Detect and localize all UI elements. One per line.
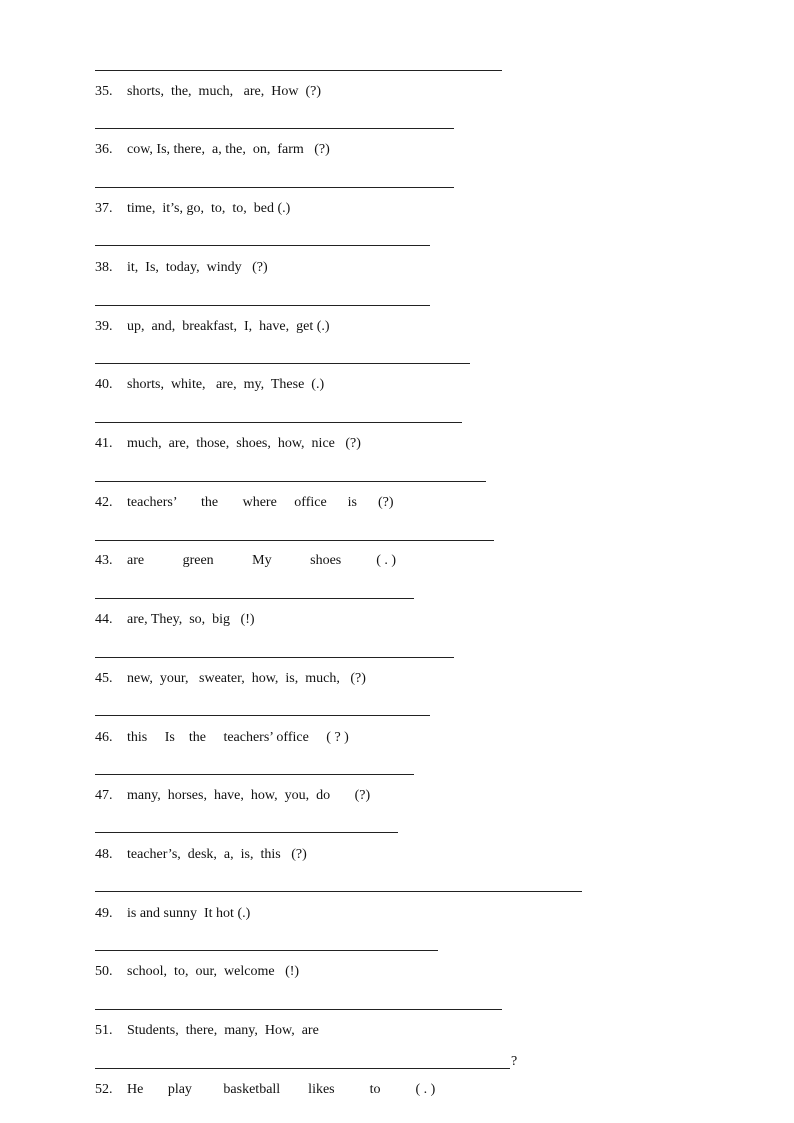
question-words: are, They, so, big (!) — [127, 612, 255, 627]
answer-line-51-question-mark: ? — [511, 1054, 518, 1069]
question-number: 38. — [95, 260, 113, 275]
question-words: is and sunny It hot (.) — [127, 906, 251, 921]
question-words: He play basketball likes to ( . ) — [127, 1082, 436, 1097]
answer-line-37[interactable] — [95, 245, 430, 246]
question-41 — [95, 435, 361, 453]
answer-line-38[interactable] — [95, 305, 430, 306]
answer-line-40[interactable] — [95, 422, 462, 423]
question-number: 37. — [95, 201, 113, 216]
question-words: cow, Is, there, a, the, on, farm (?) — [127, 142, 330, 157]
question-number: 47. — [95, 788, 113, 803]
question-number: 40. — [95, 377, 113, 392]
question-words: are green My shoes ( . ) — [127, 553, 397, 568]
question-number: 45. — [95, 671, 113, 686]
question-number: 43. — [95, 553, 113, 568]
question-words: new, your, sweater, how, is, much, (?) — [127, 671, 366, 686]
answer-line-34[interactable] — [95, 70, 502, 71]
answer-line-48[interactable] — [95, 891, 582, 892]
answer-line-39[interactable] — [95, 363, 470, 364]
question-words: time, it’s, go, to, to, bed (.) — [127, 201, 291, 216]
question-42 — [95, 494, 394, 512]
question-49 — [95, 905, 250, 923]
question-43 — [95, 552, 396, 570]
question-35 — [95, 83, 321, 101]
question-36 — [95, 141, 330, 159]
question-number: 46. — [95, 730, 113, 745]
question-number: 44. — [95, 612, 113, 627]
question-52 — [95, 1081, 435, 1099]
question-number: 52. — [95, 1082, 113, 1097]
question-words: teacher’s, desk, a, is, this (?) — [127, 847, 307, 862]
question-44 — [95, 611, 255, 629]
question-38 — [95, 259, 268, 277]
answer-line-47[interactable] — [95, 832, 398, 833]
question-50 — [95, 963, 299, 981]
question-46 — [95, 729, 349, 747]
question-37 — [95, 200, 290, 218]
question-number: 48. — [95, 847, 113, 862]
answer-line-46[interactable] — [95, 774, 414, 775]
question-words: teachers’ the where office is (?) — [127, 495, 394, 510]
question-number: 51. — [95, 1023, 113, 1038]
answer-line-51[interactable] — [95, 1068, 510, 1069]
answer-line-36[interactable] — [95, 187, 454, 188]
question-words: shorts, the, much, are, How (?) — [127, 84, 322, 99]
question-45 — [95, 670, 366, 688]
question-words: much, are, those, shoes, how, nice (?) — [127, 436, 361, 451]
question-words: up, and, breakfast, I, have, get (.) — [127, 319, 330, 334]
question-48 — [95, 846, 307, 864]
question-47 — [95, 787, 370, 805]
question-number: 50. — [95, 964, 113, 979]
question-words: Students, there, many, How, are — [127, 1023, 319, 1038]
answer-line-42[interactable] — [95, 540, 494, 541]
question-51 — [95, 1022, 319, 1040]
question-39 — [95, 318, 330, 336]
question-number: 42. — [95, 495, 113, 510]
answer-line-49[interactable] — [95, 950, 438, 951]
question-number: 39. — [95, 319, 113, 334]
answer-line-44[interactable] — [95, 657, 454, 658]
answer-line-35[interactable] — [95, 128, 454, 129]
question-words: this Is the teachers’ office ( ? ) — [127, 730, 349, 745]
question-number: 35. — [95, 84, 113, 99]
answer-line-43[interactable] — [95, 598, 414, 599]
question-words: it, Is, today, windy (?) — [127, 260, 268, 275]
question-number: 41. — [95, 436, 113, 451]
answer-line-41[interactable] — [95, 481, 486, 482]
question-40 — [95, 376, 324, 394]
answer-line-45[interactable] — [95, 715, 430, 716]
question-number: 36. — [95, 142, 113, 157]
question-words: shorts, white, are, my, These (.) — [127, 377, 325, 392]
question-words: school, to, our, welcome (!) — [127, 964, 300, 979]
question-number: 49. — [95, 906, 113, 921]
question-words: many, horses, have, how, you, do (?) — [127, 788, 371, 803]
answer-line-50[interactable] — [95, 1009, 502, 1010]
